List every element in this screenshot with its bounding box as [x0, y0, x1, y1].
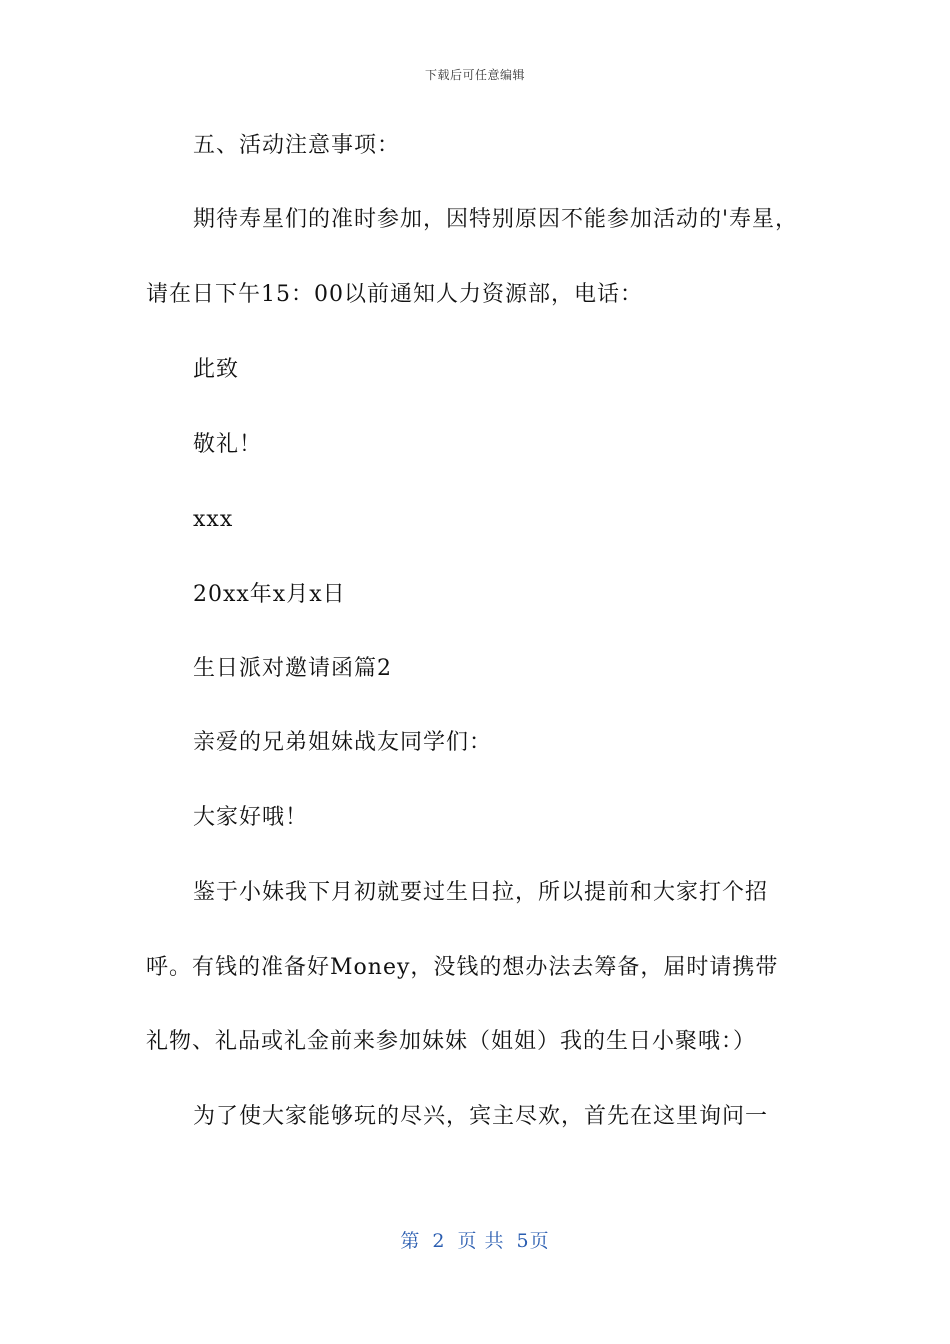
closing-line: 敬礼！ [193, 432, 263, 457]
greeting: 大家好哦！ [193, 805, 309, 830]
paragraph-line: 期待寿星们的准时参加，因特别原因不能参加活动的'寿星， [193, 207, 799, 232]
section-heading: 五、活动注意事项： [193, 133, 401, 158]
page-footer [0, 1226, 950, 1253]
closing-line: 此致 [193, 357, 240, 382]
date-line: 20xx年x月x日 [193, 582, 346, 607]
signature: xxx [193, 507, 234, 532]
footer-prefix: 第 [400, 1230, 421, 1252]
footer-page-number: 2 [432, 1230, 446, 1252]
salutation: 亲爱的兄弟姐妹战友同学们： [193, 730, 493, 755]
paragraph-line: 鉴于小妹我下月初就要过生日拉，所以提前和大家打个招 [193, 880, 769, 905]
page-header: 下载后可任意编辑 [424, 68, 525, 82]
paragraph-line: 为了使大家能够玩的尽兴，宾主尽欢，首先在这里询问一 [193, 1104, 769, 1129]
footer-total: 5页 [516, 1230, 550, 1252]
article-title: 生日派对邀请函篇2 [193, 656, 392, 681]
footer-middle: 页 共 [457, 1230, 505, 1252]
paragraph-line: 礼物、礼品或礼金前来参加妹妹（姐姐）我的生日小聚哦：） [146, 1029, 757, 1054]
paragraph-line: 请在日下午15：00以前通知人力资源部，电话： [146, 282, 643, 307]
paragraph-line: 呼。有钱的准备好Money，没钱的想办法去筹备，届时请携带 [146, 955, 779, 980]
